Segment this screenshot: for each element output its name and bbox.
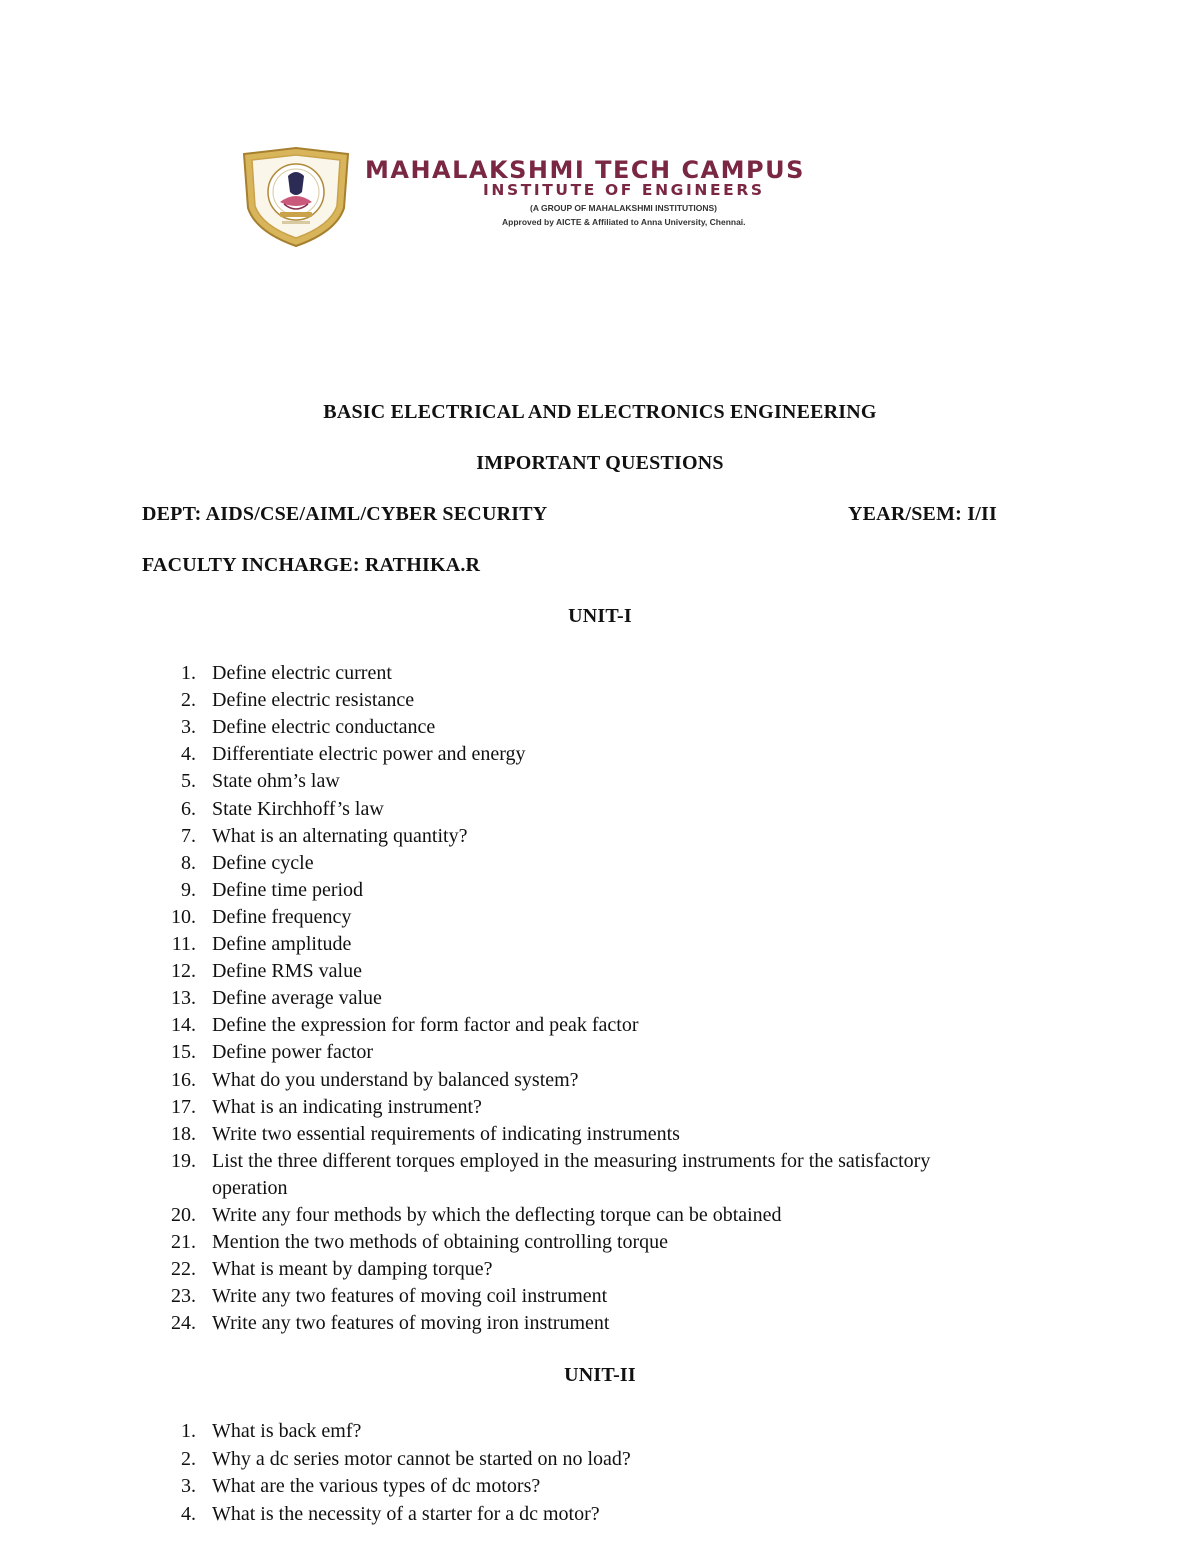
faculty-incharge: FACULTY INCHARGE: RATHIKA.R: [142, 554, 481, 576]
question-number: 19.: [171, 1149, 196, 1172]
department-line: DEPT: AIDS/CSE/AIML/CYBER SECURITY: [142, 503, 548, 525]
question-text: List the three different torques employed in the measuring instruments for the satisfactory: [212, 1149, 931, 1172]
question-text: Define electric conductance: [212, 716, 436, 739]
question-number: 20.: [171, 1204, 196, 1226]
question-text: Define frequency: [212, 905, 352, 928]
question-text-continuation: operation: [212, 1176, 288, 1199]
question-number: 17.: [171, 1095, 196, 1118]
question-text: What is an indicating instrument?: [212, 1095, 482, 1118]
question-text: Write any two features of moving coil instrument: [212, 1285, 608, 1308]
question-text: State Kirchhoff’s law: [212, 797, 384, 820]
question-text: What is meant by damping torque?: [212, 1258, 493, 1281]
question-number: 3.: [181, 1475, 196, 1498]
question-text: Write any four methods by which the deflecting torque can be obtained: [212, 1204, 782, 1226]
question-number: 4.: [181, 743, 196, 766]
unit-heading: UNIT-II: [564, 1364, 636, 1386]
question-text: Write any two features of moving iron instrument: [212, 1312, 610, 1335]
question-text: Define average value: [212, 987, 382, 1010]
question-text: What is the necessity of a starter for a dc motor?: [212, 1502, 600, 1525]
question-number: 2.: [181, 1447, 196, 1470]
question-text: Mention the two methods of obtaining controlling torque: [212, 1231, 669, 1254]
question-number: 4.: [181, 1502, 196, 1525]
question-number: 1.: [181, 662, 196, 684]
question-number: 15.: [171, 1041, 196, 1064]
question-number: 24.: [171, 1312, 196, 1335]
question-text: Define power factor: [212, 1041, 374, 1064]
question-number: 23.: [171, 1285, 196, 1308]
question-number: 13.: [171, 987, 196, 1010]
question-text: Define time period: [212, 878, 364, 901]
college-crest-icon: [240, 146, 352, 248]
question-number: 7.: [181, 824, 196, 847]
question-number: 1.: [181, 1420, 196, 1442]
question-number: 16.: [171, 1068, 196, 1091]
question-number: 8.: [181, 851, 196, 874]
institution-group-note: (A GROUP OF MAHALAKSHMI INSTITUTIONS): [530, 203, 717, 213]
question-number: 12.: [171, 960, 196, 983]
question-text: What is back emf?: [212, 1420, 362, 1442]
question-number: 18.: [171, 1122, 196, 1145]
question-text: Write two essential requirements of indicating instruments: [212, 1122, 680, 1145]
year-semester: YEAR/SEM: I/II: [848, 503, 997, 525]
question-text: What is an alternating quantity?: [212, 824, 468, 847]
question-text: Define electric resistance: [212, 689, 415, 712]
question-number: 9.: [181, 878, 196, 901]
question-text: State ohm’s law: [212, 770, 340, 793]
question-text: What do you understand by balanced system?: [212, 1068, 579, 1091]
question-number: 6.: [181, 797, 196, 820]
question-number: 22.: [171, 1258, 196, 1281]
document-subtitle: IMPORTANT QUESTIONS: [476, 452, 724, 474]
question-number: 2.: [181, 689, 196, 712]
question-text: Define electric current: [212, 662, 392, 684]
question-number: 3.: [181, 716, 196, 739]
institution-approval: Approved by AICTE & Affiliated to Anna University, Chennai.: [502, 217, 746, 227]
institution-name: MAHALAKSHMI TECH CAMPUS: [365, 156, 805, 184]
question-number: 10.: [171, 905, 196, 928]
institution-subtitle: INSTITUTE OF ENGINEERS: [483, 181, 765, 199]
question-number: 21.: [171, 1231, 196, 1254]
question-text: Define cycle: [212, 851, 314, 874]
question-text: Define the expression for form factor and peak factor: [212, 1014, 639, 1037]
question-number: 5.: [181, 770, 196, 793]
question-text: Why a dc series motor cannot be started on no load?: [212, 1447, 631, 1470]
question-number: 11.: [171, 933, 196, 955]
unit-heading: UNIT-I: [568, 605, 632, 627]
institution-logo-header: [240, 146, 970, 250]
question-text: Define RMS value: [212, 960, 362, 983]
question-text: Define amplitude: [212, 933, 352, 955]
question-text: What are the various types of dc motors?: [212, 1475, 541, 1498]
document-title: BASIC ELECTRICAL AND ELECTRONICS ENGINEERING: [323, 401, 877, 423]
question-text: Differentiate electric power and energy: [212, 743, 526, 766]
question-number: 14.: [171, 1014, 196, 1037]
